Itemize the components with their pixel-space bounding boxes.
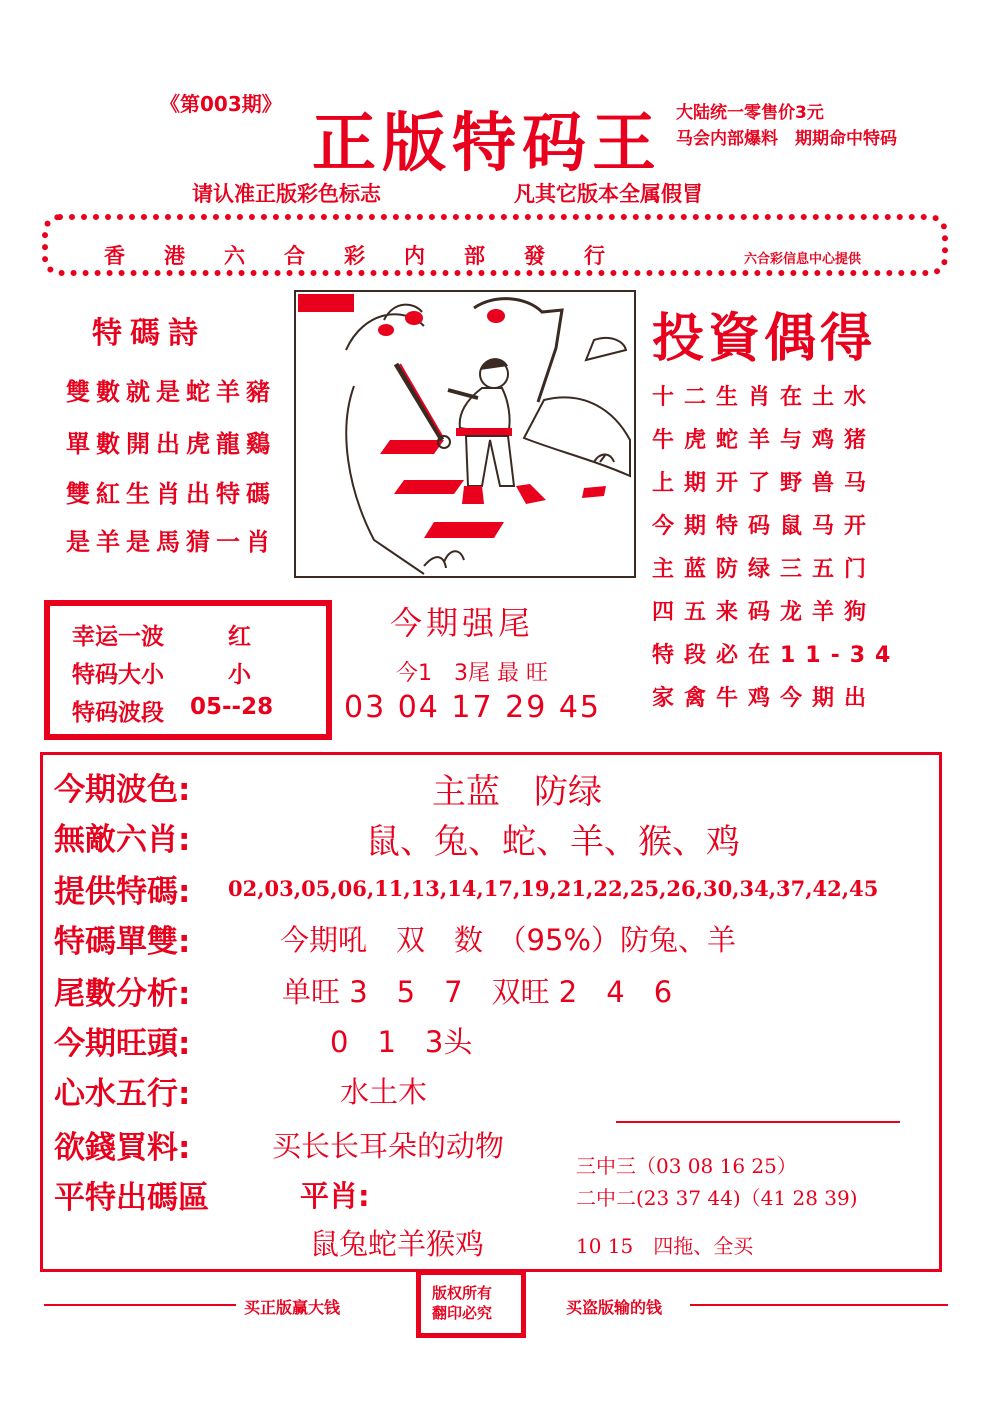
invest-line: 主蓝防绿三五门 — [652, 557, 877, 582]
luck-value: 小 — [228, 662, 251, 688]
row-value-odd-even: 今期吼 双 数 （95%）防兔、羊 — [280, 923, 736, 957]
combo-line: 三中三（03 08 16 25） — [576, 1154, 797, 1178]
row-value-tail-analysis: 单旺 3 5 7 双旺 2 4 6 — [282, 975, 673, 1009]
counterfeit-notice: 凡其它版本全属假冒 — [514, 182, 703, 206]
row-label-flat-special: 平特出碼區 — [54, 1180, 209, 1216]
luck-value: 红 — [228, 624, 251, 650]
invest-line: 家禽牛鸡今期出 — [652, 686, 877, 711]
footer-right-slogan: 买盗版输的钱 — [566, 1298, 663, 1317]
row-label-odd-even: 特碼單雙: — [54, 924, 191, 960]
luck-label: 特码波段 — [72, 700, 164, 726]
luck-label: 幸运一波 — [72, 624, 164, 650]
divider — [690, 1304, 948, 1306]
row-value-five-elements: 水土木 — [340, 1075, 428, 1109]
footer-left-slogan: 买正版赢大钱 — [244, 1298, 341, 1317]
authentic-notice: 请认准正版彩色标志 — [192, 182, 381, 206]
invest-line: 特段必在11-34 — [652, 643, 901, 668]
copyright-line: 版权所有 — [432, 1284, 493, 1302]
retail-price: 大陆统一零售价3元 — [676, 103, 824, 123]
divider — [44, 1304, 236, 1306]
page-title: 正版特码王 — [312, 106, 662, 181]
divider — [616, 1121, 900, 1123]
luck-value: 05--28 — [190, 694, 274, 720]
issuer-provider: 六合彩信息中心提供 — [744, 252, 862, 267]
luck-label: 特码大小 — [72, 662, 164, 688]
poem-line: 單數開出虎龍鷄 — [66, 429, 276, 458]
poem-line: 雙紅生肖出特碼 — [66, 479, 276, 508]
strong-tail-title: 今期强尾 — [390, 604, 535, 642]
row-value-flat-zodiac: 平肖: — [300, 1179, 370, 1213]
invest-line: 上期开了野兽马 — [652, 471, 877, 496]
row-label-five-elements: 心水五行: — [54, 1076, 191, 1112]
issuer-text: 香港六合彩内部發行 — [104, 243, 644, 268]
strong-tail-subtitle: 今1 3尾 最 旺 — [396, 661, 548, 686]
row-label-six-zodiac: 無敵六肖: — [54, 822, 191, 858]
issue-number: 《第003期》 — [160, 92, 282, 116]
combo-line: 10 15 四拖、全买 — [576, 1234, 754, 1258]
row-value-special-codes: 02,03,05,06,11,13,14,17,19,21,22,25,26,30,34,37,42,45 — [228, 876, 879, 901]
invest-title: 投資偶得 — [652, 308, 877, 369]
row-label-paid-tip: 欲錢買料: — [54, 1130, 191, 1166]
row-label-hot-heads: 今期旺頭: — [54, 1026, 191, 1062]
row-value-wave-color: 主蓝 防绿 — [432, 772, 602, 812]
row-label-tail-analysis: 尾數分析: — [54, 976, 191, 1012]
poem-title: 特碼詩 — [92, 316, 206, 351]
row-label-wave-color: 今期波色: — [54, 772, 191, 808]
warrior-illustration — [294, 290, 636, 580]
combo-line: 二中二(23 37 44)（41 28 39) — [576, 1186, 858, 1210]
flat-zodiac-list: 鼠兔蛇羊猴鸡 — [310, 1227, 485, 1261]
row-value-paid-tip: 买长长耳朵的动物 — [272, 1129, 505, 1163]
row-value-hot-heads: 0 1 3头 — [330, 1025, 473, 1059]
invest-line: 牛虎蛇羊与鸡猪 — [652, 428, 877, 453]
invest-line: 今期特码鼠马开 — [652, 514, 877, 539]
header-slogan: 马会内部爆料 期期命中特码 — [676, 129, 897, 149]
row-value-six-zodiac: 鼠、兔、蛇、羊、猴、鸡 — [366, 822, 740, 862]
copyright-line: 翻印必究 — [432, 1304, 493, 1322]
invest-line: 十二生肖在土水 — [652, 385, 877, 410]
poem-line: 雙數就是蛇羊豬 — [66, 377, 276, 406]
strong-tail-numbers: 03 04 17 29 45 — [344, 690, 602, 725]
poem-line: 是羊是馬猜一肖 — [66, 527, 276, 556]
invest-line: 四五来码龙羊狗 — [652, 600, 877, 625]
row-label-special-codes: 提供特碼: — [54, 874, 191, 910]
